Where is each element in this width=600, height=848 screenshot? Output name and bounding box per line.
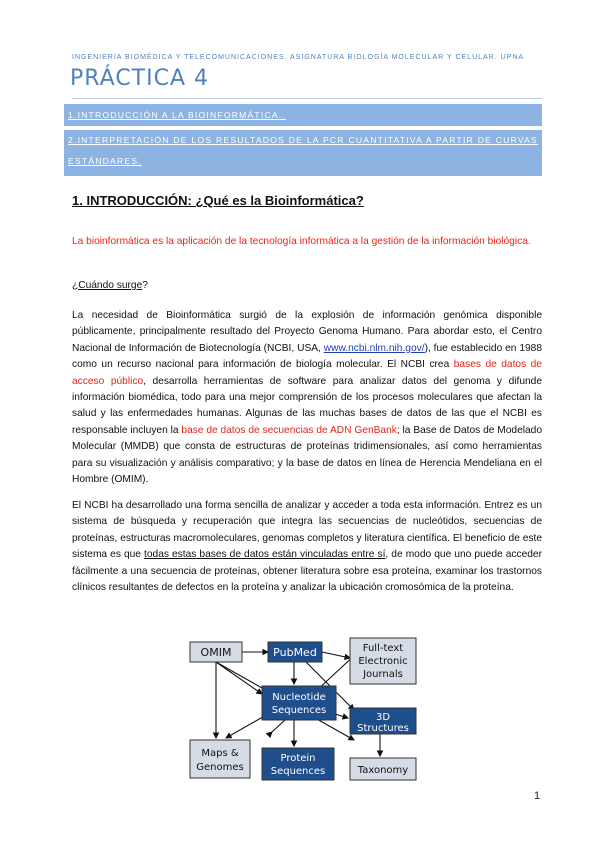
p1-text-a: La necesidad de Bioinformática surgió de la explosión de información genómica disponible públicamente, principalmente resultado del Proyecto Genoma Humano. Para abordar esto, el Centro Nacional de Información de Biotecnología (NCBI, USA, xyxy=(72,310,542,354)
p2-text-a: El NCBI ha desarrollado una forma sencilla de analizar y acceder a toda esta información. Entrez es un sistema de búsqueda y recuperación que integra las secuencias de nucleótidos, secuencias de proteínas, estructuras macromoleculares, genomas completos y literatura científica. El beneficio de este sistema es que xyxy=(72,500,542,561)
when-link[interactable]: Cuándo surge xyxy=(78,280,143,291)
title-divider xyxy=(72,98,542,99)
structures-label-1: 3D xyxy=(375,712,391,723)
section-heading: 1. INTRODUCCIÓN: ¿Qué es la Bioinformática? xyxy=(72,193,364,208)
maps-label-1: Maps & xyxy=(201,748,239,759)
highlight-genbank: base de datos de secuencias de ADN GenBank xyxy=(181,424,397,436)
pubmed-label: PubMed xyxy=(273,646,317,659)
when-prefix: ¿ xyxy=(72,280,79,291)
p1-text-c: , desarrolla herramientas de software para analizar datos del genoma y difunde información biomédica, todo para una mejor comprensión de los procesos moleculares que afectan la salud y las enfermedades humanas. Algunas de las muchas bases de datos de las que el NCBI es responsable incluyen la xyxy=(72,375,542,436)
nucleotide-sequences-node[interactable] xyxy=(262,686,336,720)
paragraph-entrez xyxy=(72,498,542,596)
nucleotide-label-2: Sequences xyxy=(271,705,327,716)
page-number: 1 xyxy=(534,790,541,802)
toc-link-interpretacion-pcr[interactable]: 2.INTERPRETACIÓN DE LOS RESULTADOS DE LA PCR CUANTITATIVA A PARTIR DE CURVAS ESTÁNDARES. xyxy=(68,135,538,166)
fulltext-journals-node[interactable] xyxy=(350,638,416,684)
p1-text-d: ; la Base de Datos de Modelado Molecular (MMDB) que consta de estructuras de proteínas tridimensionales, así como herramientas para su visualización y análisis comparativo; y la base de datos en línea de Herencia Mendeliana en el Hombre (OMIM). xyxy=(72,424,543,486)
when-suffix: ? xyxy=(142,280,148,291)
fulltext-label-1: Full-text xyxy=(362,643,404,654)
omim-label: OMIM xyxy=(200,646,232,659)
maps-label-2: Genomes xyxy=(196,762,244,773)
nucleotide-label-1: Nucleotide xyxy=(272,692,326,703)
maps-genomes-node[interactable] xyxy=(190,740,250,778)
highlight-public-databases: bases de datos de acceso público xyxy=(72,359,543,387)
definition-paragraph: La bioinformática es la aplicación de la tecnología informática a la gestión de la información biológica. xyxy=(72,236,531,247)
course-header: INGENIERIA BIOMÉDICA Y TELECOMUNICACIONES. ASIGNATURA BIOLOGÍA MOLECULAR Y CELULAR. UPNA xyxy=(72,54,525,61)
taxonomy-label: Taxonomy xyxy=(357,765,409,776)
linked-databases-phrase: todas estas bases de datos están vinculadas entre sí xyxy=(144,549,386,561)
pubmed-node[interactable] xyxy=(268,642,322,662)
table-of-contents xyxy=(64,104,542,176)
structures-label-2: Structures xyxy=(357,723,409,734)
protein-sequences-node[interactable] xyxy=(262,748,334,780)
toc-link-introduccion[interactable]: 1.INTRODUCCIÓN A LA BIOINFORMÁTICA.. xyxy=(64,104,542,130)
fulltext-label-3: Journals xyxy=(363,669,403,680)
omim-node[interactable] xyxy=(190,642,242,662)
ncbi-link[interactable]: www.ncbi.nlm.nih.gov/ xyxy=(323,342,425,354)
3d-structures-node[interactable] xyxy=(350,708,416,734)
p1-text-b: ), fue establecido en 1988 como un recurso nacional para información de biología molecular. El NCBI crea xyxy=(72,342,542,371)
p2-text-b: , de modo que uno puede acceder fácilmente a una secuencia de proteínas, obtener literatura sobre esa proteína, examinar los trastornos clínicos resultantes de defectos en la proteína y analizar la ubicación cromosómica de la proteína. xyxy=(72,549,542,594)
protein-label-2: Sequences xyxy=(270,766,326,777)
entrez-database-diagram xyxy=(186,632,424,784)
page-title: PRÁCTICA 4 xyxy=(70,66,210,91)
when-question xyxy=(72,278,542,294)
protein-label-1: Protein xyxy=(280,753,316,764)
taxonomy-node[interactable] xyxy=(350,758,416,780)
fulltext-label-2: Electronic xyxy=(358,656,408,667)
paragraph-ncbi-origin xyxy=(72,308,542,488)
